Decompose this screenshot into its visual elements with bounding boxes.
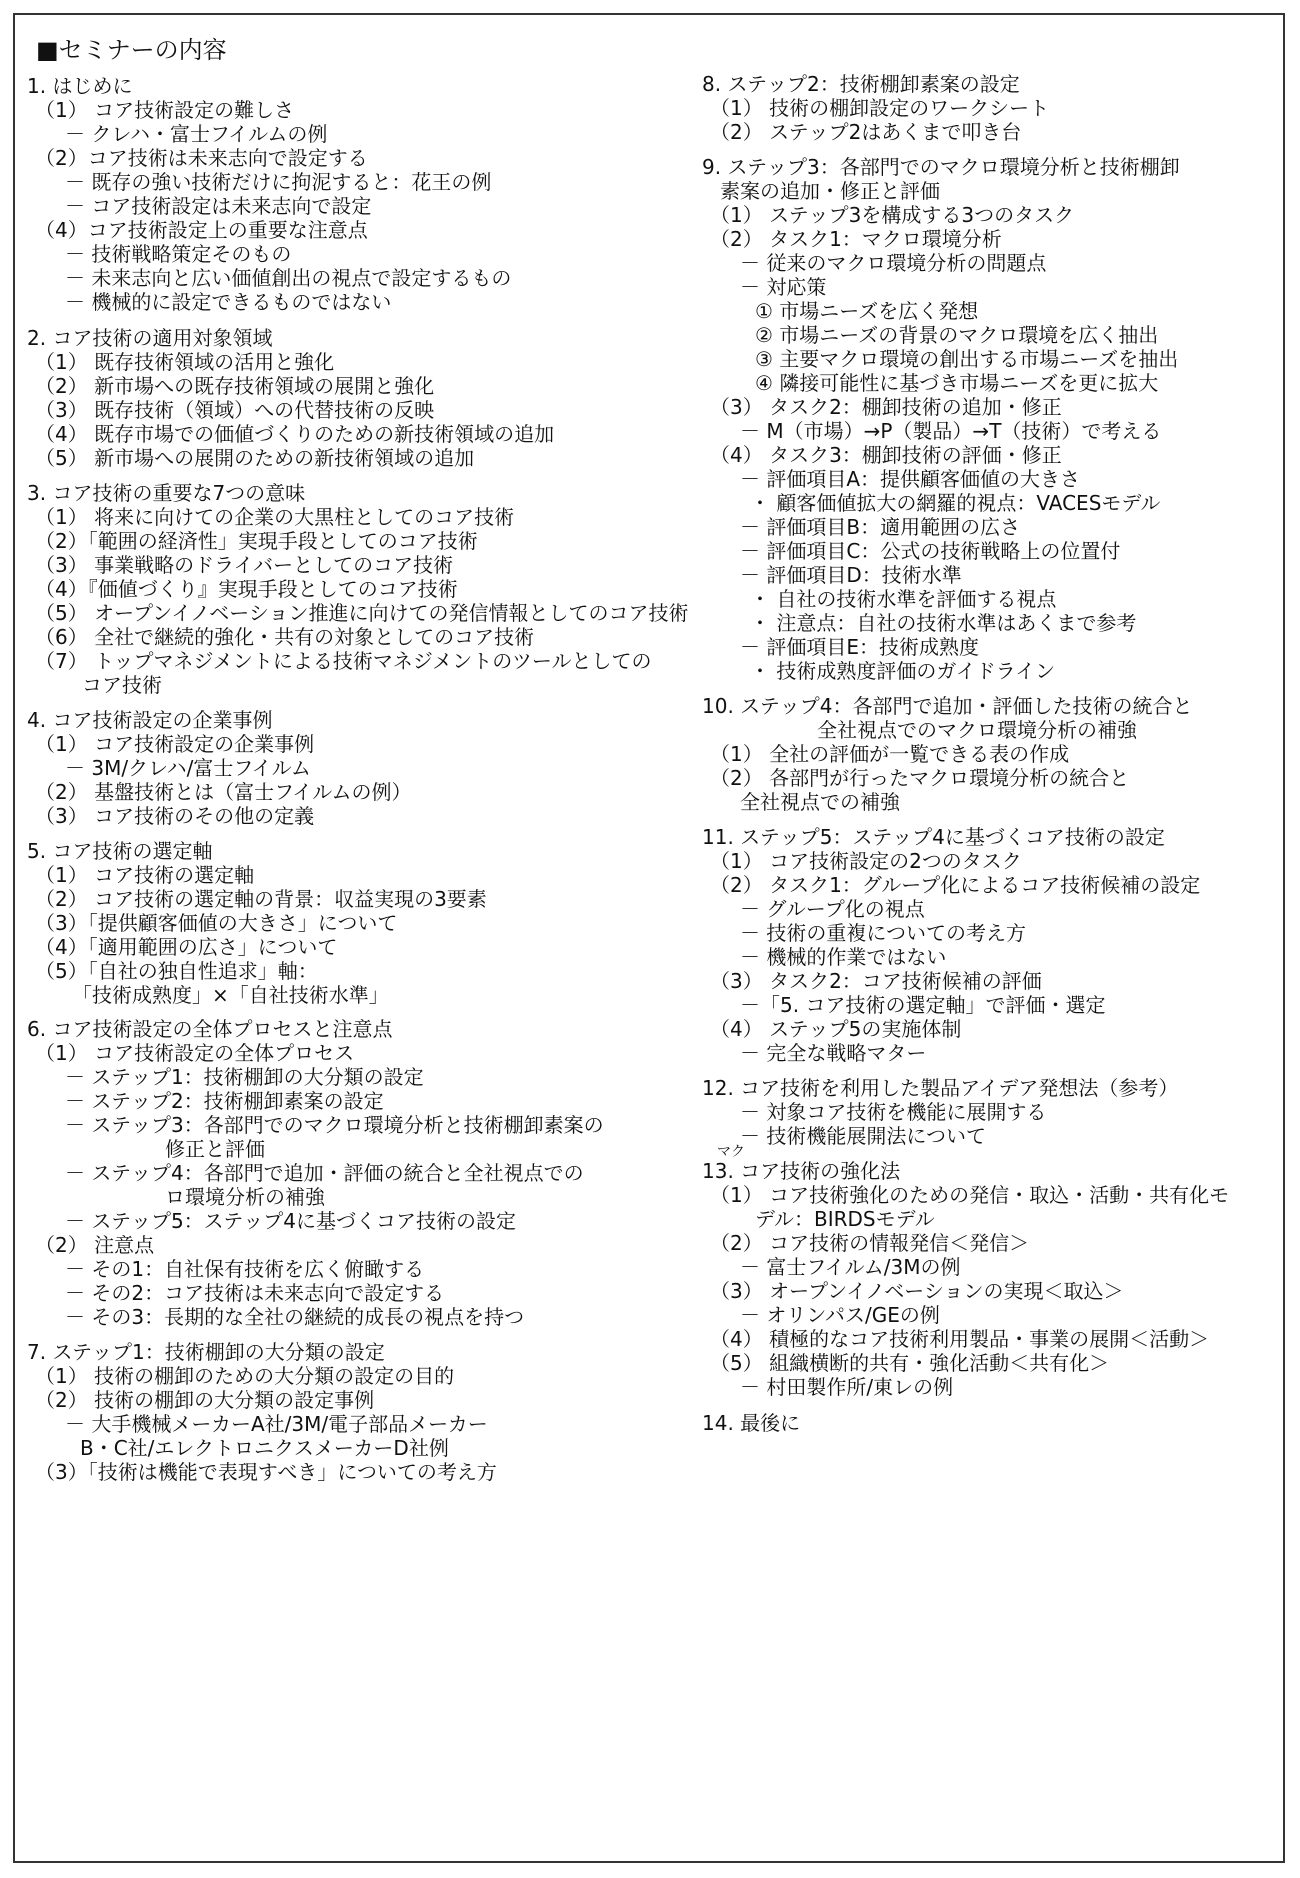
right-line-44: マク xyxy=(717,1144,745,1160)
left-line-27: （1） コア技術設定の企業事例 xyxy=(35,732,315,756)
right-line-11: ② 市場ニーズの背景のマクロ環境を広く抽出 xyxy=(755,323,1159,347)
right-line-45: 13. コア技術の強化法 xyxy=(702,1159,901,1183)
right-line-12: ③ 主要マクロ環境の創出する市場ニーズを抽出 xyxy=(755,347,1179,371)
left-line-7: （4）コア技術設定上の重要な注意点 xyxy=(35,218,368,242)
left-line-9: － 未来志向と広い価値創出の視点で設定するもの xyxy=(65,266,512,290)
right-line-25: ・ 技術成熟度評価のガイドライン xyxy=(750,659,1056,683)
left-line-20: （3） 事業戦略のドライバーとしてのコア技術 xyxy=(35,553,454,577)
right-line-46: （1） コア技術強化のための発信・取込・活動・共有化モ xyxy=(710,1183,1230,1207)
right-line-6: （1） ステップ3を構成する3つのタスク xyxy=(710,203,1075,227)
right-line-47: デル：BIRDSモデル xyxy=(755,1207,935,1231)
right-line-40: － 完全な戦略マター xyxy=(740,1041,927,1065)
right-line-31: 11. ステップ5：ステップ4に基づくコア技術の設定 xyxy=(702,825,1165,849)
right-line-52: （4） 積極的なコア技術利用製品・事業の展開＜活動＞ xyxy=(710,1327,1210,1351)
right-line-21: － 評価項目D：技術水準 xyxy=(740,563,962,587)
right-line-24: － 評価項目E：技術成熟度 xyxy=(740,635,979,659)
right-line-17: － 評価項目A：提供顧客価値の大きさ xyxy=(740,467,1081,491)
left-line-36: （5）「自社の独自性追求」軸： xyxy=(35,959,318,983)
right-line-3: （2） ステップ2はあくまで叩き台 xyxy=(710,120,1022,144)
left-line-14: （3） 既存技術（領域）への代替技術の反映 xyxy=(35,398,435,422)
right-line-29: （2） 各部門が行ったマクロ環境分析の統合と xyxy=(710,766,1130,790)
right-line-38: －「5. コア技術の選定軸」で評価・選定 xyxy=(740,993,1106,1017)
left-line-38: 6. コア技術設定の全体プロセスと注意点 xyxy=(27,1017,393,1041)
left-line-31: 5. コア技術の選定軸 xyxy=(27,839,213,863)
left-line-2: （1） コア技術設定の難しさ xyxy=(35,98,295,122)
right-line-50: （3） オープンイノベーションの実現＜取込＞ xyxy=(710,1279,1124,1303)
left-line-29: （2） 基盤技術とは（富士フイルムの例） xyxy=(35,780,412,804)
right-line-2: （1） 技術の棚卸設定のワークシート xyxy=(710,96,1050,120)
left-line-3: － クレハ・富士フイルムの例 xyxy=(65,122,328,146)
left-line-18: （1） 将来に向けての企業の大黒柱としてのコア技術 xyxy=(35,505,515,529)
right-line-37: （3） タスク2：コア技術候補の評価 xyxy=(710,969,1042,993)
right-line-51: － オリンパス/GEの例 xyxy=(740,1303,940,1327)
right-line-7: （2） タスク1：マクロ環境分析 xyxy=(710,227,1002,251)
right-line-23: ・ 注意点：自社の技術水準はあくまで参考 xyxy=(750,611,1137,635)
right-line-33: （2） タスク1：グループ化によるコア技術候補の設定 xyxy=(710,873,1201,897)
left-line-12: （1） 既存技術領域の活用と強化 xyxy=(35,350,335,374)
right-line-53: （5） 組織横断的共有・強化活動＜共有化＞ xyxy=(710,1351,1110,1375)
left-line-50: － その3：長期的な全社の継続的成長の視点を持つ xyxy=(65,1305,525,1329)
right-line-27: 全社視点でのマクロ環境分析の補強 xyxy=(817,718,1137,742)
left-line-23: （6） 全社で継続的強化・共有の対象としてのコア技術 xyxy=(35,625,535,649)
right-line-55: 14. 最後に xyxy=(702,1411,801,1435)
left-line-47: （2） 注意点 xyxy=(35,1233,155,1257)
left-line-11: 2. コア技術の適用対象領域 xyxy=(27,326,273,350)
right-line-22: ・ 自社の技術水準を評価する視点 xyxy=(750,587,1057,611)
left-line-54: － 大手機械メーカーA社/3M/電子部品メーカー xyxy=(65,1412,488,1436)
right-line-43: － 技術機能展開法について xyxy=(740,1124,986,1148)
right-line-32: （1） コア技術設定の2つのタスク xyxy=(710,849,1022,873)
right-line-8: － 従来のマクロ環境分析の問題点 xyxy=(740,251,1047,275)
left-line-30: （3） コア技術のその他の定義 xyxy=(35,804,315,828)
left-line-21: （4）『価値づくり』実現手段としてのコア技術 xyxy=(35,577,458,601)
left-line-42: － ステップ3：各部門でのマクロ環境分析と技術棚卸素案の xyxy=(65,1113,604,1137)
left-line-5: － 既存の強い技術だけに拘泥すると：花王の例 xyxy=(65,170,492,194)
left-line-35: （4）「適用範囲の広さ」について xyxy=(35,935,338,959)
left-line-1: 1. はじめに xyxy=(27,74,133,98)
page-title: ■セミナーの内容 xyxy=(36,36,227,64)
right-line-39: （4） ステップ5の実施体制 xyxy=(710,1017,962,1041)
left-line-15: （4） 既存市場での価値づくりのための新技術領域の追加 xyxy=(35,422,555,446)
right-line-13: ④ 隣接可能性に基づき市場ニーズを更に拡大 xyxy=(755,371,1159,395)
left-line-19: （2）「範囲の経済性」実現手段としてのコア技術 xyxy=(35,529,478,553)
left-line-48: － その1：自社保有技術を広く俯瞰する xyxy=(65,1257,425,1281)
left-line-24: （7） トップマネジメントによる技術マネジメントのツールとしての xyxy=(35,649,652,673)
left-line-46: － ステップ5：ステップ4に基づくコア技術の設定 xyxy=(65,1209,517,1233)
left-line-41: － ステップ2：技術棚卸素案の設定 xyxy=(65,1089,384,1113)
left-line-22: （5） オープンイノベーション推進に向けての発信情報としてのコア技術 xyxy=(35,601,689,625)
right-line-34: － グループ化の視点 xyxy=(740,897,925,921)
left-line-13: （2） 新市場への既存技術領域の展開と強化 xyxy=(35,374,435,398)
left-line-33: （2） コア技術の選定軸の背景：収益実現の3要素 xyxy=(35,887,487,911)
right-line-30: 全社視点での補強 xyxy=(740,790,900,814)
left-line-37: 「技術成熟度」×「自社技術水準」 xyxy=(72,983,389,1007)
left-line-53: （2） 技術の棚卸の大分類の設定事例 xyxy=(35,1388,375,1412)
left-line-40: － ステップ1：技術棚卸の大分類の設定 xyxy=(65,1065,424,1089)
right-line-5: 素案の追加・修正と評価 xyxy=(720,179,940,203)
left-line-25: コア技術 xyxy=(82,673,162,697)
right-line-10: ① 市場ニーズを広く発想 xyxy=(755,299,979,323)
right-line-48: （2） コア技術の情報発信＜発信＞ xyxy=(710,1231,1030,1255)
left-line-4: （2）コア技術は未来志向で設定する xyxy=(35,146,368,170)
right-line-28: （1） 全社の評価が一覧できる表の作成 xyxy=(710,742,1070,766)
right-line-15: － M（市場）→P（製品）→T（技術）で考える xyxy=(740,419,1162,443)
left-line-8: － 技術戦略策定そのもの xyxy=(65,242,292,266)
left-line-39: （1） コア技術設定の全体プロセス xyxy=(35,1041,355,1065)
left-line-55: B・C社/エレクトロニクスメーカーD社例 xyxy=(80,1436,449,1460)
left-line-44: － ステップ4：各部門で追加・評価の統合と全社視点での xyxy=(65,1161,584,1185)
right-line-36: － 機械的作業ではない xyxy=(740,945,947,969)
left-line-56: （3）「技術は機能で表現すべき」についての考え方 xyxy=(35,1460,497,1484)
left-line-16: （5） 新市場への展開のための新技術領域の追加 xyxy=(35,446,475,470)
right-line-1: 8. ステップ2：技術棚卸素案の設定 xyxy=(702,72,1020,96)
right-line-41: 12. コア技術を利用した製品アイデア発想法（参考） xyxy=(702,1076,1179,1100)
left-line-34: （3）「提供顧客価値の大きさ」について xyxy=(35,911,398,935)
left-line-45: ロ環境分析の補強 xyxy=(165,1185,325,1209)
left-line-26: 4. コア技術設定の企業事例 xyxy=(27,708,273,732)
left-line-28: － 3M/クレハ/富士フイルム xyxy=(65,756,311,780)
right-line-9: － 対応策 xyxy=(740,275,827,299)
left-line-32: （1） コア技術の選定軸 xyxy=(35,863,255,887)
right-line-54: － 村田製作所/東レの例 xyxy=(740,1375,954,1399)
left-line-6: － コア技術設定は未来志向で設定 xyxy=(65,194,372,218)
right-line-4: 9. ステップ3：各部門でのマクロ環境分析と技術棚卸 xyxy=(702,155,1180,179)
right-line-16: （4） タスク3：棚卸技術の評価・修正 xyxy=(710,443,1062,467)
right-line-35: － 技術の重複についての考え方 xyxy=(740,921,1026,945)
right-line-20: － 評価項目C：公式の技術戦略上の位置付 xyxy=(740,539,1121,563)
left-line-51: 7. ステップ1：技術棚卸の大分類の設定 xyxy=(27,1340,385,1364)
right-line-42: － 対象コア技術を機能に展開する xyxy=(740,1100,1047,1124)
right-line-14: （3） タスク2：棚卸技術の追加・修正 xyxy=(710,395,1062,419)
left-line-43: 修正と評価 xyxy=(165,1137,265,1161)
right-line-19: － 評価項目B：適用範囲の広さ xyxy=(740,515,1021,539)
right-line-49: － 富士フイルム/3Mの例 xyxy=(740,1255,961,1279)
right-line-18: ・ 顧客価値拡大の網羅的視点：VACESモデル xyxy=(750,491,1161,515)
left-line-10: － 機械的に設定できるものではない xyxy=(65,290,392,314)
right-line-26: 10. ステップ4：各部門で追加・評価した技術の統合と xyxy=(702,694,1193,718)
left-line-17: 3. コア技術の重要な7つの意味 xyxy=(27,481,306,505)
left-line-52: （1） 技術の棚卸のための大分類の設定の目的 xyxy=(35,1364,455,1388)
left-line-49: － その2：コア技術は未来志向で設定する xyxy=(65,1281,445,1305)
